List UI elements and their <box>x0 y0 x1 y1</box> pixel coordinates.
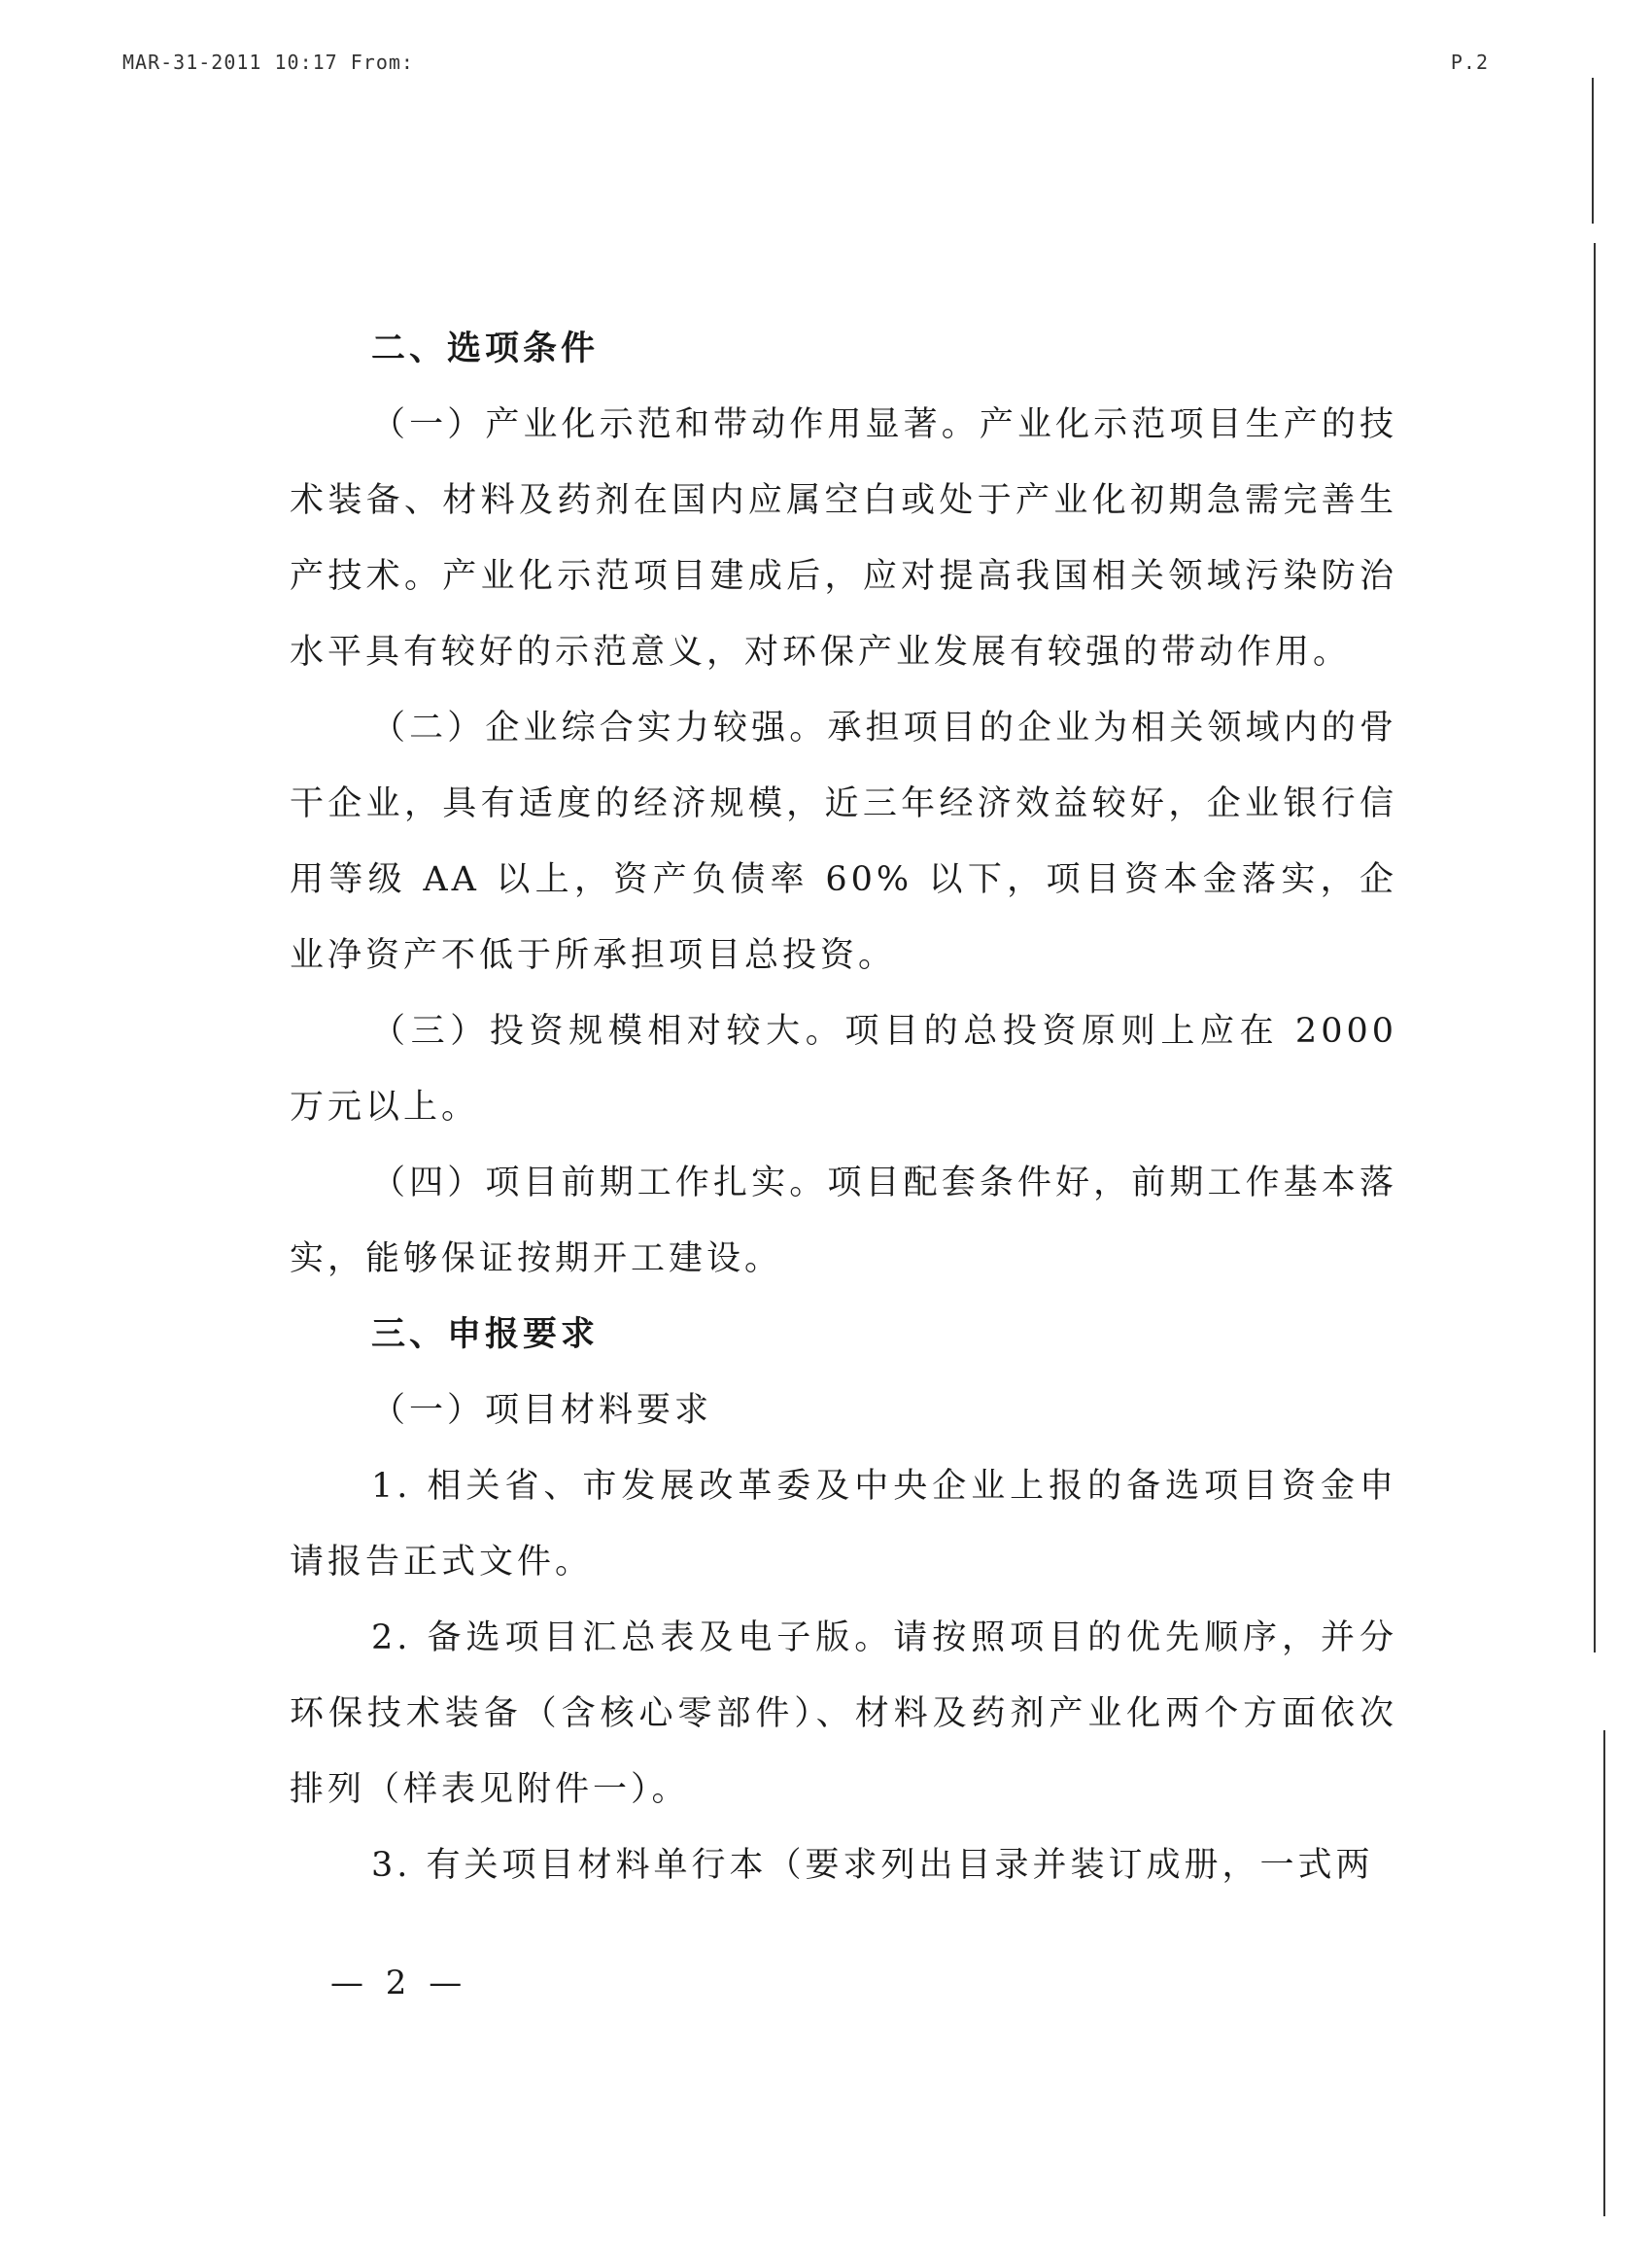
page-number: — 2 — <box>330 1964 468 2002</box>
fax-timestamp: MAR-31-2011 10:17 From: <box>122 51 414 74</box>
scan-edge-line <box>1592 78 1594 224</box>
paragraph: （一）项目材料要求 <box>371 1391 713 1430</box>
section-heading: 二、选项条件 <box>371 329 600 368</box>
document-body <box>290 311 1397 1903</box>
paragraph: 3. 有关项目材料单行本（要求列出目录并装订成册，一式两 <box>371 1846 1374 1885</box>
scan-edge-line <box>1603 1730 1605 2216</box>
paragraph: 1. 相关省、市发展改革委及中央企业上报的备选项目资金申请报告正式文件。 <box>290 1467 1397 1582</box>
paragraph: （四）项目前期工作扎实。项目配套条件好，前期工作基本落实，能够保证按期开工建设。 <box>290 1164 1397 1278</box>
fax-page-label: P.2 <box>1450 51 1489 74</box>
paragraph: 2. 备选项目汇总表及电子版。请按照项目的优先顺序，并分环保技术装备（含核心零部件）、材料及药剂产业化两个方面依次排列（样表见附件一）。 <box>290 1618 1397 1809</box>
paragraph: （一）产业化示范和带动作用显著。产业化示范项目生产的技术装备、材料及药剂在国内应属空白或处于产业化初期急需完善生产技术。产业化示范项目建成后，应对提高我国相关领域污染防治水平具有较好的示范意义，对环保产业发展有较强的带动作用。 <box>290 405 1397 672</box>
paragraph: （二）企业综合实力较强。承担项目的企业为相关领域内的骨干企业，具有适度的经济规模，近三年经济效益较好，企业银行信用等级 AA 以上，资产负债率 60% 以下，项目资本金落实，企业净资产不低于所承担项目总投资。 <box>290 709 1397 975</box>
paragraph: （三）投资规模相对较大。项目的总投资原则上应在 2000 万元以上。 <box>290 1012 1397 1127</box>
section-heading: 三、申报要求 <box>371 1314 600 1354</box>
scan-edge-line <box>1594 243 1596 1652</box>
